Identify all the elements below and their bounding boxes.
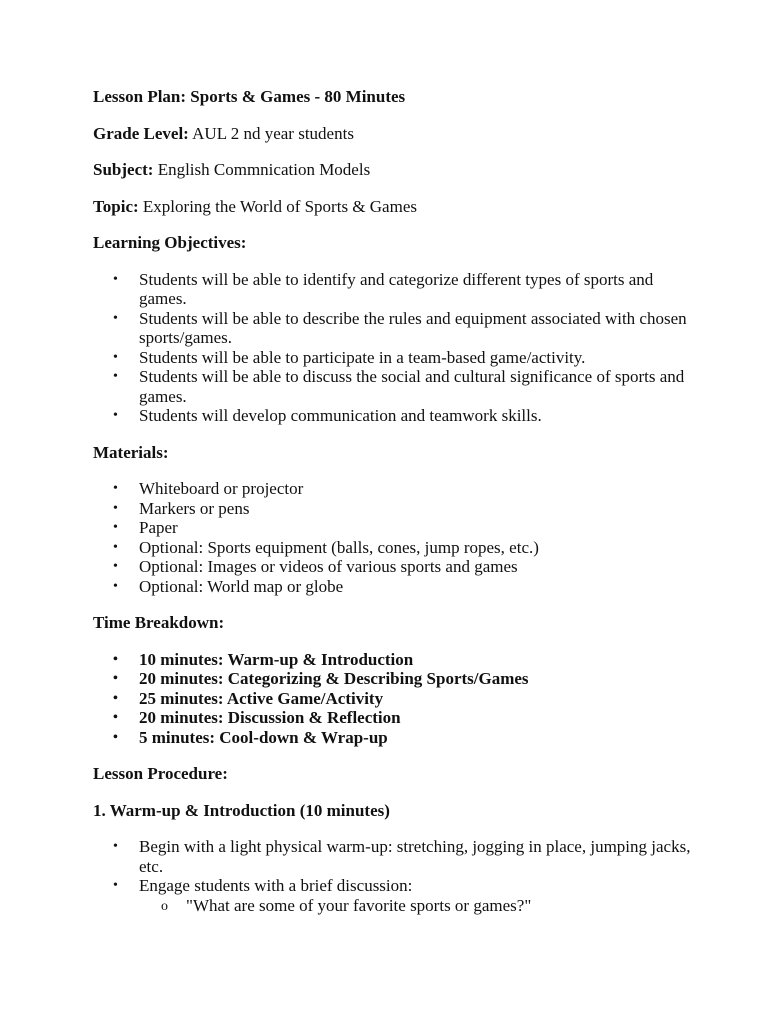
sub-list-item: o "What are some of your favorite sports or games?" [93,896,693,916]
list-item: • Optional: World map or globe [93,577,693,597]
list-item: • Students will be able to describe the rules and equipment associated with chosen sports/games. [93,309,693,348]
time-list [93,650,693,748]
list-item: • 20 minutes: Categorizing & Describing Sports/Games [93,669,693,689]
grade-level: Grade Level: AUL 2 nd year students [93,123,354,143]
objectives-list [93,270,693,426]
list-item: • Whiteboard or projector [93,479,693,499]
topic: Topic: Exploring the World of Sports & Games [93,196,417,216]
list-item-text: Engage students with a brief discussion: [139,876,413,895]
objectives-heading: Learning Objectives: [93,233,247,252]
subject: Subject: English Commnication Models [93,160,371,179]
section-1-sublist [93,896,693,916]
list-item: • Begin with a light physical warm-up: stretching, jogging in place, jumping jacks, etc. [93,837,693,876]
materials-heading: Materials: [93,442,169,462]
list-item: • Students will be able to participate in a team-based game/activity. [93,348,693,368]
section-1-heading: 1. Warm-up & Introduction (10 minutes) [93,800,390,820]
lesson-title: Lesson Plan: Sports & Games - 80 Minutes [93,87,406,106]
list-item: • 5 minutes: Cool-down & Wrap-up [93,728,693,748]
list-item: • Paper [93,518,693,538]
list-item: • Optional: Sports equipment (balls, cones, jump ropes, etc.) [93,538,693,558]
list-item: • Students will be able to identify and categorize different types of sports and games. [93,270,693,309]
list-item [93,876,693,896]
list-item: • Optional: Images or videos of various sports and games [93,557,693,577]
list-item: • Students will develop communication and teamwork skills. [93,406,693,426]
list-item: • Students will be able to discuss the social and cultural significance of sports and games. [93,367,693,406]
materials-list [93,479,693,596]
list-item: • 25 minutes: Active Game/Activity [93,689,693,709]
procedure-heading: Lesson Procedure: [93,764,228,783]
list-item: • 10 minutes: Warm-up & Introduction [93,650,693,670]
list-item: • 20 minutes: Discussion & Reflection [93,708,693,728]
list-item: • Markers or pens [93,499,693,519]
section-1-list [93,837,693,896]
time-heading: Time Breakdown: [93,613,225,632]
document-body [93,87,693,915]
